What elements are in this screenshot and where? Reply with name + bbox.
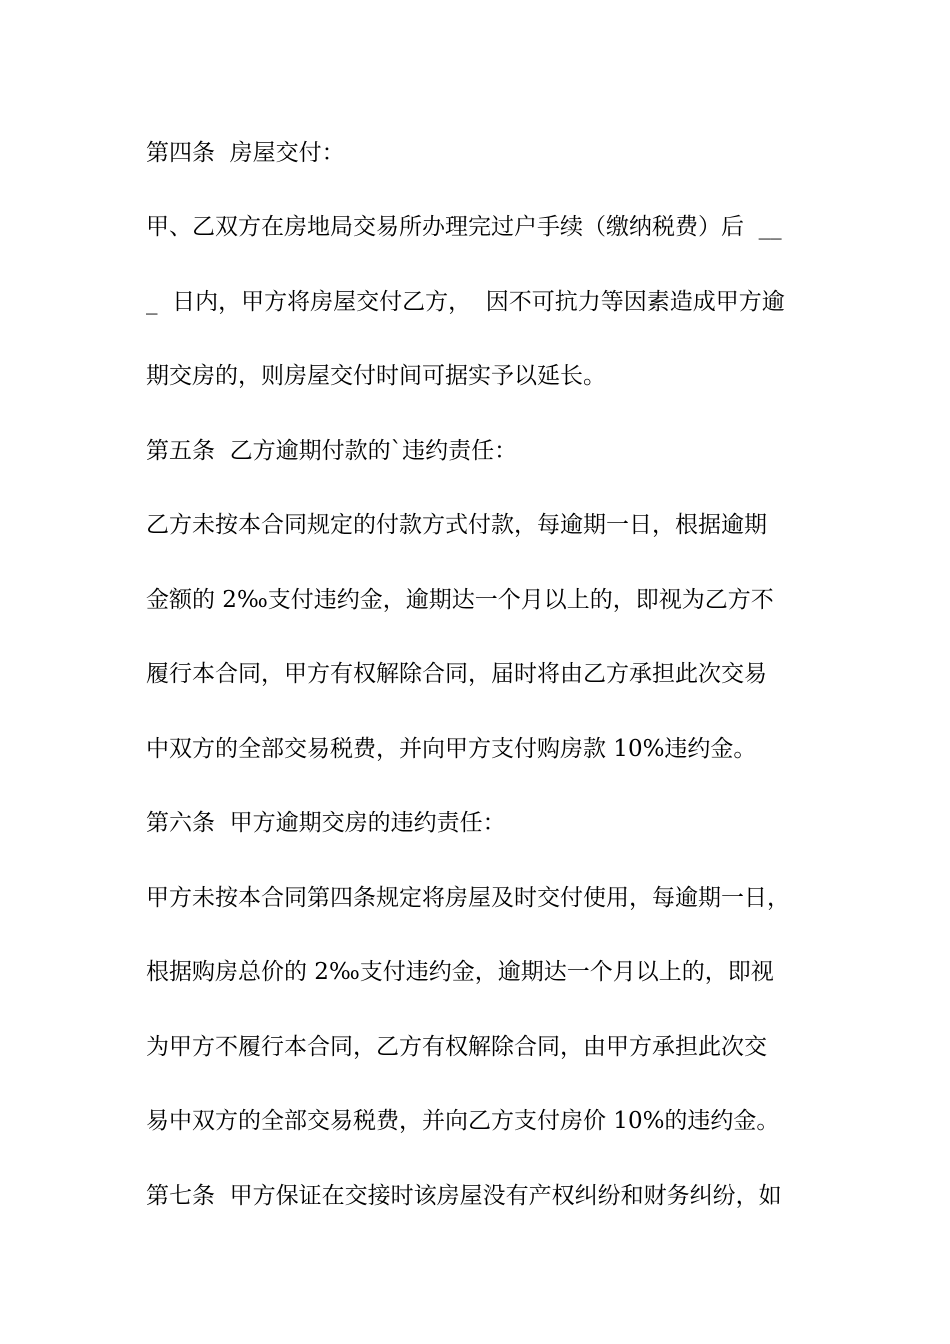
article-5-line-2: 金额的 2‰支付违约金，逾期达一个月以上的，即视为乙方不	[146, 587, 774, 613]
article-5-line-1: 乙方未按本合同规定的付款方式付款，每逾期一日，根据逾期	[146, 512, 767, 538]
article-6-heading: 第六条 甲方逾期交房的违约责任：	[146, 810, 506, 836]
article-5-line-3: 履行本合同，甲方有权解除合同，届时将由乙方承担此次交易	[146, 661, 767, 687]
article-5-line-4: 中双方的全部交易税费，并向甲方支付购房款 10%违约金。	[146, 736, 757, 762]
article-4-line-2: _ 日内，甲方将房屋交付乙方， 因不可抗力等因素造成甲方逾	[146, 289, 785, 315]
article-7-line-1: 第七条 甲方保证在交接时该房屋没有产权纠纷和财务纠纷，如	[146, 1183, 782, 1209]
article-6-line-4: 易中双方的全部交易税费，并向乙方支付房价 10%的违约金。	[146, 1108, 780, 1134]
article-4-heading: 第四条 房屋交付：	[146, 140, 345, 166]
article-6-line-3: 为甲方不履行本合同，乙方有权解除合同，由甲方承担此次交	[146, 1034, 767, 1060]
article-6-line-1: 甲方未按本合同第四条规定将房屋及时交付使用，每逾期一日，	[146, 885, 790, 911]
article-4-line-1: 甲、乙双方在房地局交易所办理完过户手续（缴纳税费）后 __	[146, 214, 782, 240]
article-5-heading: 第五条 乙方逾期付款的`违约责任：	[146, 438, 518, 464]
article-6-line-2: 根据购房总价的 2‰支付违约金，逾期达一个月以上的，即视	[146, 959, 774, 985]
article-4-line-3: 期交房的，则房屋交付时间可据实予以延长。	[146, 363, 606, 389]
